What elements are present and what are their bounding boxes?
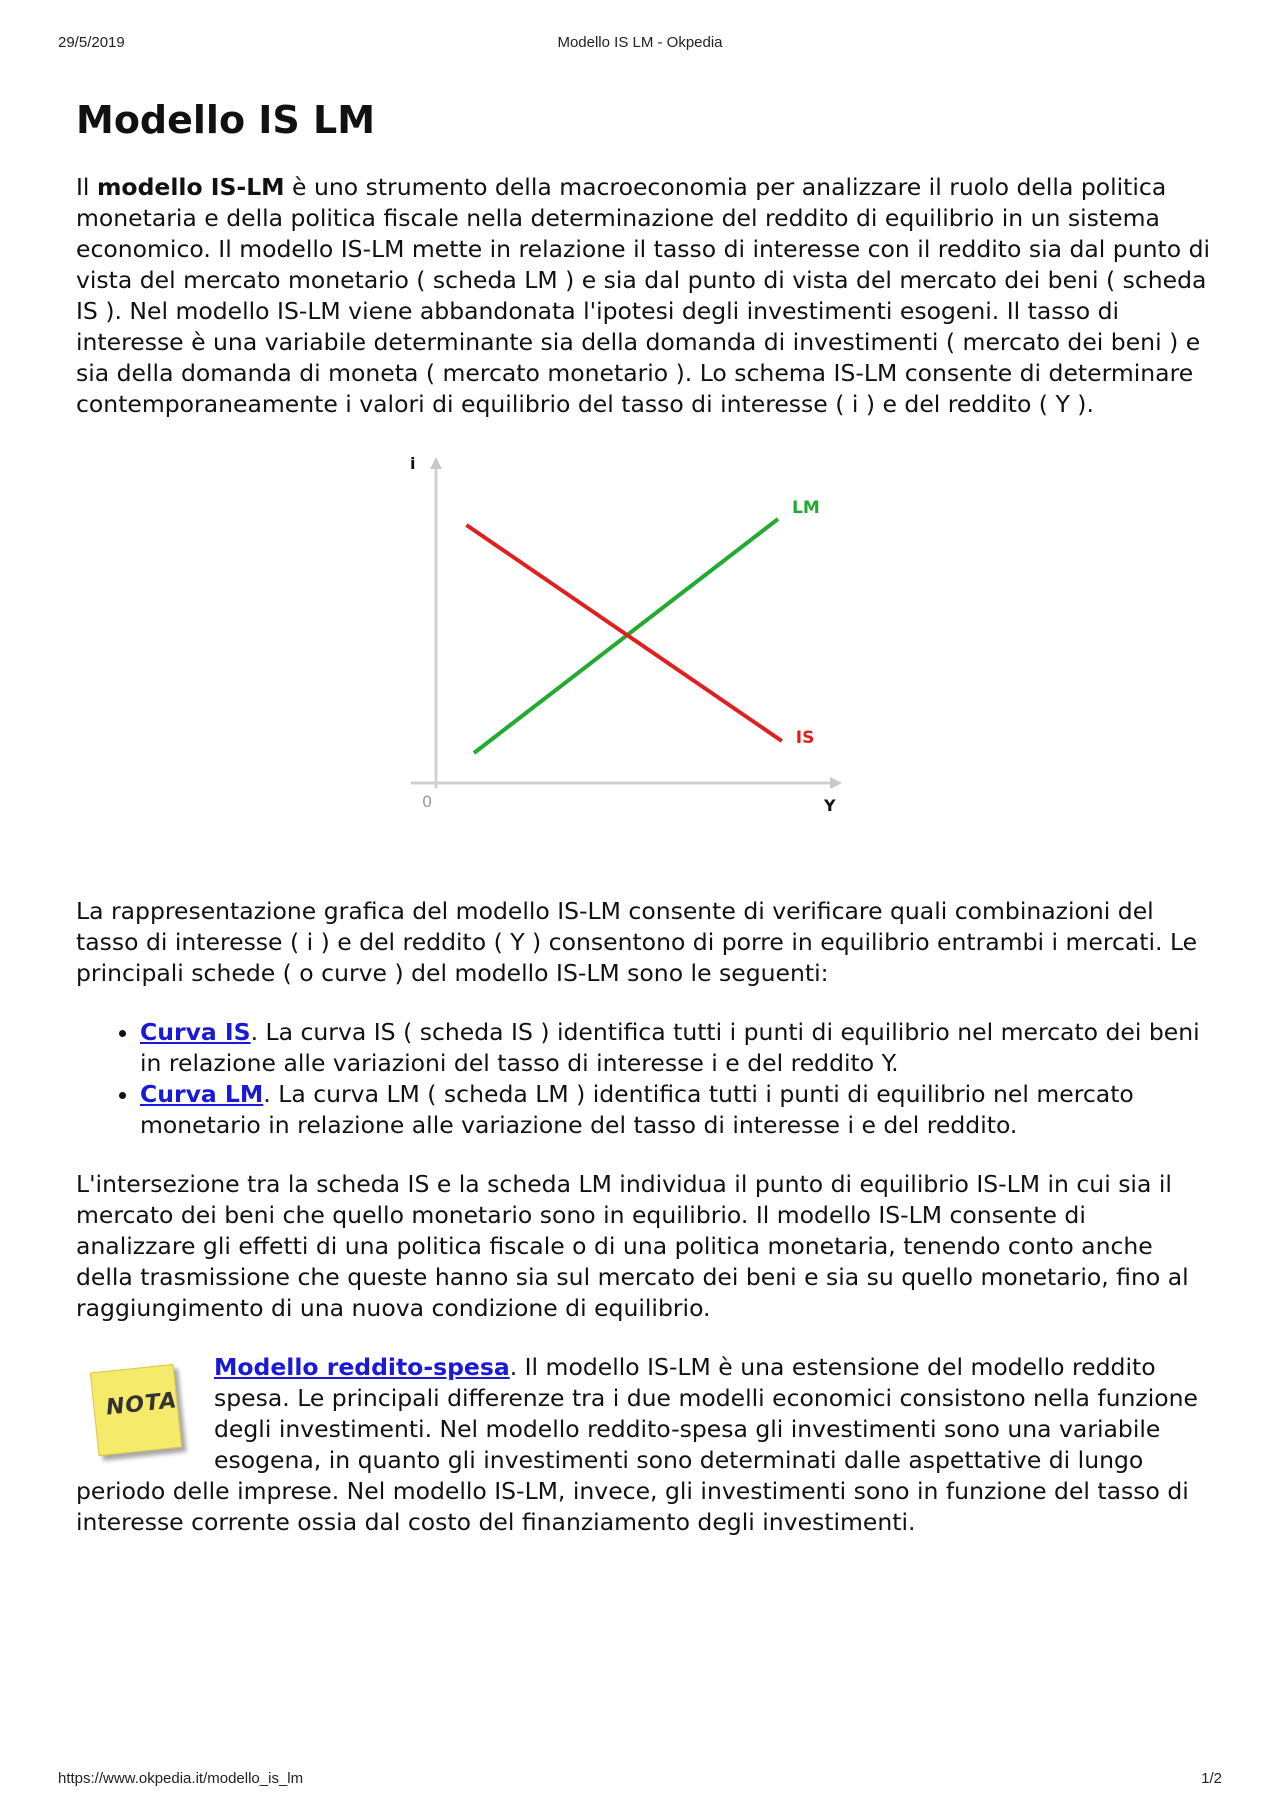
intro-paragraph	[76, 172, 1211, 420]
article	[76, 96, 1211, 1538]
curva-is-link[interactable]: Curva IS	[140, 1018, 251, 1046]
modello-reddito-spesa-link[interactable]: Modello reddito-spesa	[214, 1353, 510, 1381]
page-title: Modello IS LM	[76, 98, 376, 142]
list-item	[140, 1079, 1211, 1141]
y-axis-label: i	[410, 454, 416, 473]
intro-text: è uno strumento della macroeconomia per analizzare il ruolo della politica monetaria e della politica fiscale nella determinazione del reddito di equilibrio in un sistema economico. Il modello IS-LM mette in relazione il tasso di interesse con il reddito sia dal punto di vista del mercato monetario ( scheda LM ) e sia dal punto di vista del mercato dei beni ( scheda IS ). Nel modello IS-LM viene abbandonata l'ipotesi degli investimenti esogeni. Il tasso di interesse è una variabile determinante sia della domanda di investimenti ( mercato dei beni ) e sia della domanda di moneta ( mercato monetario ). Lo schema IS-LM consente di determinare contemporaneamente i valori di equilibrio del tasso di interesse ( i ) e del reddito ( Y ).	[76, 173, 1211, 418]
print-date: 29/5/2019	[58, 34, 125, 51]
intro-bold-term: modello IS-LM	[96, 173, 285, 201]
page-number: 1/2	[1201, 1770, 1222, 1787]
is-curve	[466, 525, 781, 741]
paragraph-intersection: L'intersezione tra la scheda IS e la scheda LM individua il punto di equilibrio IS-LM in cui sia il mercato dei beni che quello monetario sono in equilibrio. Il modello IS-LM consente di analizzare gli effetti di una politica fiscale o di una politica monetaria, tenendo conto anche della trasmissione che queste hanno sia sul mercato dei beni e sia su quello monetario, fino al raggiungimento di una nuova condizione di equilibrio.	[76, 1170, 1189, 1322]
x-axis-arrow	[830, 777, 842, 789]
print-title: Modello IS LM - Okpedia	[557, 34, 723, 51]
page-url: https://www.okpedia.it/modello_is_lm	[58, 1770, 304, 1787]
list-item-text: . La curva LM ( scheda LM ) identifica tutti i punti di equilibrio nel mercato monetario in relazione alle variazione del tasso di interesse i e del reddito.	[140, 1080, 1134, 1139]
note-icon-label: NOTA	[104, 1388, 179, 1421]
is-lm-chart	[76, 448, 1211, 868]
sticky-note-icon	[88, 1362, 188, 1466]
paragraph-representation: La rappresentazione grafica del modello IS-LM consente di verificare quali combinazioni del tasso di interesse ( i ) e del reddito ( Y ) consentono di porre in equilibrio entrambi i mercati. Le principali schede ( o curve ) del modello IS-LM sono le seguenti:	[76, 897, 1198, 987]
lm-label: LM	[792, 498, 820, 518]
is-label: IS	[795, 728, 815, 748]
list-item	[140, 1017, 1211, 1079]
note-block	[76, 1352, 1211, 1538]
note-text: . Il modello IS-LM è una estensione del modello reddito spesa. Le principali differenze tra i due modelli economici consistono nella funzione degli investimenti. Nel modello reddito-spesa gli investimenti sono una variabile esogena, in quanto gli investimenti sono determinati dalle aspettative di lungo periodo delle imprese. Nel modello IS-LM, invece, gli investimenti sono in funzione del tasso di interesse corrente ossia dal costo del finanziamento degli investimenti.	[76, 1353, 1198, 1536]
chart-svg	[76, 448, 1211, 868]
y-axis-arrow	[430, 457, 442, 469]
list-item-text: . La curva IS ( scheda IS ) identifica tutti i punti di equilibrio nel mercato dei beni in relazione alle variazioni del tasso di interesse i e del reddito Y.	[140, 1018, 1200, 1077]
curves-list	[76, 1017, 1211, 1141]
curva-lm-link[interactable]: Curva LM	[140, 1080, 264, 1108]
origin-label: 0	[422, 792, 433, 811]
note-paragraph	[76, 1352, 1211, 1538]
x-axis-label: Y	[824, 796, 836, 815]
intro-prefix: Il	[76, 173, 97, 201]
